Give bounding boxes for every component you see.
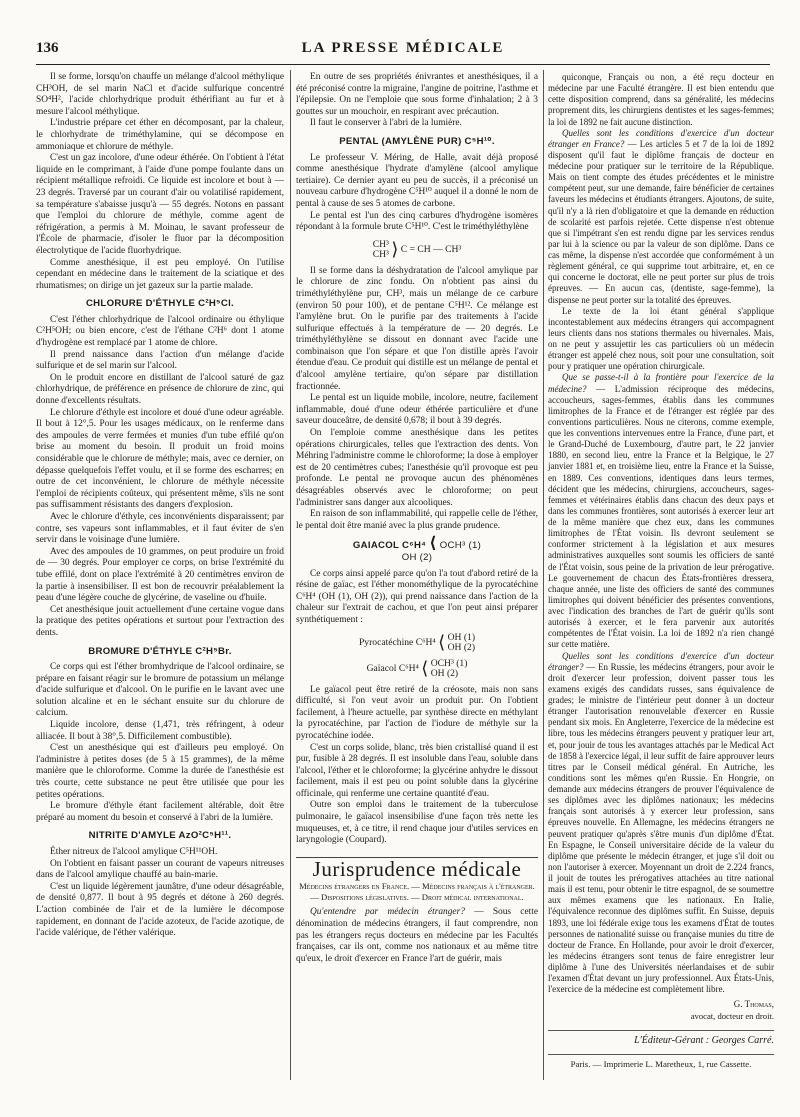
paragraph-text: — Les articles 5 et 7 de la loi de 1892 disposent qu'il faut le diplôme français de docteur en médecine pour pratiquer sur le territoire de la République. Mais on tient compte des études précédentes et le ministre compétent peut, sur une demande, faire bénéficier de certaines faveurs les médecins et étudiants étrangers. Ajoutons, de suite, qu'il n'y a là rien d'obligatoire et que la demande en réduction de scolarité est parfois rejetée. Cette dispense n'est obtenue que si l'impétrant s'en est rendu digne par les services rendus par lui à la science ou par la valeur de son diplôme. Dans ce cas même, la dispense n'est accordée que conformément à un règlement général, ce qui supprime tout arbitraire, et, en ce qui concerne le doctorat, elle ne peut porter sur plus de trois épreuves. — En aucun cas, (dentiste, sage-femme), la dispense ne peut porter sur la totalité des épreuves. (548, 138, 774, 305)
jurisprudence-title: Jurisprudence médicale (312, 856, 522, 881)
paragraph: C'est l'éther chlorhydrique de l'alcool ordinaire ou éthylique C²H⁵OH; ou bien encore, c'est de l'éthane C²H⁶ dont 1 atome d'hydrogène est remplacé par 1 atome de chlore. (36, 314, 284, 349)
paragraph: Comme anesthésique, il est peu employé. On l'utilise cependant en médecine dans le traitement de la sciatique et des rhumatismes; on dirige un jet gazeux sur la partie malade. (36, 257, 284, 291)
author-credentials: avocat, docteur en droit. (690, 1010, 774, 1021)
section-heading-pental: PENTAL (AMYLÈNE PUR) C⁵H¹⁰. (339, 135, 495, 147)
header-rule (36, 64, 770, 65)
formula-pyrocatechine: Pyrocatéchine C⁶H⁴ ⟨ OH (1) OH (2) (358, 631, 476, 653)
page-header (36, 40, 770, 58)
paragraph: Il prend naissance dans l'action d'un mélange d'acide sulfurique et de sel marin sur l'alcool. (36, 349, 284, 372)
formula-term: OH (1) (447, 631, 476, 643)
formula-term: OH (2) (447, 641, 476, 653)
formula-trimethylethylene: CH³ CH³ ⟩ C = CH — CH³ (372, 238, 462, 260)
paragraph: Le gaïacol peut être retiré de la créosote, mais non sans difficulté, si l'on veut avoir un produit pur. On l'obtient facilement, à l'heure actuelle, par synthèse directe en méthylant la pyrocatéchine, par l'action de l'iodure de méthyle sur la pyrocatéchine iodée. (296, 684, 538, 741)
author-signature: G. Thomas, (733, 999, 774, 1010)
paragraph: L'industrie prépare cet éther en décomposant, par la chaleur, le chlorhydrate de triméthylamine, qui se décompose en ammoniaque et chlorure de méthyle. (36, 118, 284, 152)
paragraph-text: — En Russie, les médecins étrangers, pour avoir le droit d'exercer leur profession, doivent passer tous les examens exigés des candidats russes, sans équivalence de grades; le ministre de l'intérieur peut donner à un docteur étranger l'autorisation renouvelable d'exercer en Russie pendant six mois. En Angleterre, l'exercice de la médecine est libre, tous les médecins étrangers peuvent y pratiquer leur art, et, pour jouir de tous les avantages attachés par le Medical Act de 1858 à l'exercice légal, il leur suffit de faire approuver leurs titres par le Conseil médical général. En Autriche, les conditions sont les mêmes qu'en Russie. En Hongrie, on demande aux médecins étrangers de prouver l'équivalence de ses diplômes avec les diplômes nationaux; les médecins français sont autorisés à y exercer leur profession, sans épreuves nouvelle. En Allemagne, les médecins étrangers ne peuvent pratiquer qu'après s'être munis d'un diplôme d'État. En Espagne, le Conseil universitaire décide de la valeur du diplôme que présente le médecin étranger, et juge s'il doit ou non l'autoriser à exercer. Moyennant un droit de 2.224 francs, il jouit de toutes les prérogatives attachées au titre national mais il est tenu, pour obtenir le titre espagnol, de se soumettre aux mêmes examens que les nationaux. En Italie, l'équivalence reconnue des diplômes suffit. En Suisse, depuis 1893, une loi fédérale exige tous les examens d'État de toutes personnes de nationalité suisse ou française munies du titre de docteur de France. En Hollande, pour avoir le droit d'exercer, les médecins étrangers sont tenus de faire enregistrer leur diplôme à l'une des Universités néerlandaises et de subir l'examen d'État devant un jury professionnel. Aux États-Unis, l'exercice de la médecine est complètement libre. (548, 661, 775, 995)
section-heading-amyl-nitrite: NITRITE D'AMYLE AzO²C⁵H¹¹. (88, 830, 232, 842)
column-divider-1 (290, 70, 291, 1080)
paragraph (548, 651, 774, 996)
paragraph: On l'obtient en faisant passer un courant de vapeurs nitreuses dans de l'alcool amylique chauffé au bain-marie. (36, 858, 284, 881)
paragraph: Avec des ampoules de 10 grammes, on peut produire un froid de — 30 degrés. Pour employer ce corps, on brise l'extrémité du tube effilé, dont on place l'extrémité à 20 centimètres environ de la partie à insensibiliser. Il est bon de recouvrir préalablement la peau d'une légère couche de glycérine, de vaseline ou d'huile. (36, 546, 284, 604)
paragraph: Le chlorure d'éthyle est incolore et doué d'une odeur agréable. Il bout à 12°,5. Pour les usages médicaux, on le renferme dans des ampoules de verre fermées et munies d'un tube effilé qu'on brise au moment du besoin. Il produit un froid moins considérable que le chlorure de méthyle; mais, avec ce dernier, on dépasse quelquefois l'effet voulu, et il se forme des escharres; en outre de cet inconvénient, le chlorure de méthyle nécessite l'emploi de récipients coûteux, qui présentent même, s'ils ne sont pas suffisamment résistants des dangers d'explosion. (36, 407, 284, 511)
paragraph: Avec le chlorure d'éthyle, ces inconvénients disparaissent; par contre, ses vapeurs sont inflammables, et il faut éviter de s'en servir dans le voisinage d'une lumière. (36, 511, 284, 546)
paragraph: quiconque, Français ou non, a été reçu docteur en médecine par une Faculté étrangère. Il est bien entendu que cette disposition comprend, dans sa généralité, les médecins proprement dits, les chirurgiens dentistes et les sages-femmes; la loi de 1892 ne fait aucune distinction. (548, 72, 774, 127)
question-lead: Quelles sont les conditions d'exercice d'un docteur étranger? (548, 650, 774, 672)
printer-line: Paris. — Imprimerie L. Maretheux, 1, rue Cassette. (548, 1054, 774, 1070)
paragraph: Le professeur V. Méring, de Halle, avait déjà proposé comme anesthésique l'hydrate d'amylène (alcool amylique tertiaire). Ce dernier ayant eu peu de succès, il a préconisé un nouveau carbure d'hydrogène C⁵H¹⁰ auquel il a donné le nom de pental à cause de ses 5 atomes de carbone. (296, 152, 538, 209)
formula-term: OH (2) (401, 551, 433, 563)
paragraph: On l'emploie comme anesthésique dans les petites opérations chirurgicales, telles que l'extraction des dents. Von Méhring l'administre comme le chloroforme; la dose à employer est de 20 centimètres cubes; l'anesthésie qu'il provoque est peu profonde. Le pental ne provoque aucun des phénomènes désagréables observés avec le chloroforme; on peut l'administrer sans danger aux alcooliques. (296, 428, 538, 508)
formula-term: CH³ (372, 248, 389, 260)
formula-term: OCH³ (1) (430, 657, 468, 669)
formula-gaiacol: Gaïacol C⁶H⁴ ⟨ OCH³ (1) OH (2) (366, 657, 468, 679)
page-number: 136 (36, 40, 59, 56)
formula-term: OCH³ (1) (439, 540, 482, 552)
column-1 (36, 72, 284, 940)
formula-term: CH³ (372, 238, 389, 250)
column-3 (548, 72, 774, 1070)
paragraph: Éther nitreux de l'alcool amylique C⁵H¹¹OH. (50, 847, 218, 857)
paragraph-text: — L'admission réciproque des médecins, accoucheurs, sages-femmes, établis dans les communes limitrophes de la France et de l'étranger est réglée par des conventions particulières. Nous ne citerons, comme exemple, que les conventions intervenues entre la France, d'une part, et le Grand-Duché de Luxembourg, d'autre part, le 22 janvier 1880, en second lieu, entre la France et la Belgique, le 27 janvier 1881 et, en troisième lieu, entre la France et la Suisse, en 1889. Ces conventions, identiques dans leurs termes, décident que les médecins, chirurgiens, accoucheurs, sages-femmes et vétérinaires établis dans chacun des deux pays et dans les communes frontières, sont autorisés à exercer leur art de la même manière que chez eux, dans les communes limitrophes de l'État voisin. Ils devront seulement se conformer strictement à la législation et aux mesures administratives auxquelles sont soumis les officiers de santé de l'État voisin, sous peine de la privation de leur prérogative. Le gouvernement de chacun des États-frontières dressera, chaque année, une liste des officiers de santé des communes limitrophes qui doivent bénéficier des présentes conventions, avec l'indication des branches de l'art de guérir qu'ils sont autorisés à exercer, et le fera parvenir aux autorités compétentes de l'État voisin. La loi de 1892 n'a rien changé sur cette matière. (548, 383, 774, 650)
paragraph: Il se forme, lorsqu'on chauffe un mélange d'alcool méthylique CH³OH, de sel marin NaCl et d'acide sulfurique concentré SO⁴H², l'acide chlorhydrique produit éthérifiant au fur et à mesure l'alcool méthylique. (36, 72, 284, 117)
paragraph: Ce corps ainsi appelé parce qu'on l'a tout d'abord retiré de la résine de gaïac, est l'éther monométhylique de la pyrocatéchine C⁶H⁴ (OH (1), OH (2)), qui prend naissance dans l'action de la chaleur sur l'extrait de cachou, et que l'on peut ainsi préparer synthétiquement : (296, 568, 538, 625)
formula-label: Gaïacol C⁶H⁴ (366, 662, 419, 674)
paragraph: En raison de son inflammabilité, qui rappelle celle de l'éther, le pental doit être manié avec la plus grande prudence. (296, 509, 538, 531)
paragraph (548, 372, 774, 650)
paragraph: C'est un liquide légèrement jaunâtre, d'une odeur désagréable, de densité 0,877. Il bout à 95 degrés et détone à 260 degrés. L'action combinée de l'air et de la lumière le décompose rapidement, en donnant de l'acide azoteux, de l'acide azotique, de l'acide valérique, de l'éther valérique. (36, 881, 284, 939)
paragraph: Ce corps qui est l'éther bromhydrique de l'alcool ordinaire, se prépare en faisant réagir sur le bromure de potassium un mélange d'acide sulfurique et d'alcool. On le purifie en le lavant avec une solution alcaline et en le séchant ensuite sur du chlorure de calcium. (36, 662, 284, 719)
section-heading-gaiacol: GAIACOL C⁶H⁴ ⟨ OCH³ (1) OH (2) (352, 535, 482, 563)
question-lead: Quelles sont les conditions d'exercice d'un docteur étranger en France? (548, 127, 774, 149)
paragraph: Le bromure d'éthyle étant facilement altérable, doit être préparé au moment du besoin et conservé à l'abri de la lumière. (36, 801, 284, 823)
paragraph: Le texte de la loi étant général s'applique incontestablement aux médecins étrangers qui accompagnent leurs clients dans nos stations thermales ou hivernales. Mais, on ne peut y assujettir les cas particuliers où un médecin étranger est appelé chez nous, soit pour une consultation, soit pour y pratiquer une opération chirurgicale. (548, 305, 774, 372)
paragraph (548, 128, 774, 306)
heading-text: GAIACOL C⁶H⁴ (352, 540, 427, 552)
publisher-line: L'Éditeur-Gérant : Georges Carré. (548, 1030, 774, 1046)
formula-term: C = CH — CH³ (400, 243, 462, 255)
question-lead: Qu'entendre par médecin étranger? (310, 907, 465, 918)
formula-term: OH (2) (430, 667, 459, 679)
paragraph: C'est un anesthésique qui est d'ailleurs peu employé. On l'administre à petites doses (de 5 à 15 grammes), de la même manière que le chloroforme. Comme la durée de l'anesthésie est très courte, cette substance ne peut être utilisée que pour les petites opérations. (36, 743, 284, 800)
paragraph-text: — Sous cette dénomination de médecins étrangers, il faut comprendre, non pas les étrangers reçus docteurs en médecine par les Facultés françaises, car ils ont, comme nos nationaux et au même titre qu'eux, le droit d'exercer en France l'art de guérir, mais (296, 907, 539, 964)
paragraph: Il se forme dans la déshydratation de l'alcool amylique par le chlorure de zinc fondu. On n'obtient pas ainsi du triméthyléthylène pur, CH³, mais un mélange de ce carbure (environ 50 pour 100), et de pentane C⁵H¹². Ce mélange est l'amylène brut. On le purifie par des traitements à l'acide sulfurique effectués à la température de — 20 degrés. Le triméthyléthylène se dissout en donnant avec l'acide une combinaison que l'on sépare et que l'on distille après l'avoir étendue d'eau. Ce produit qui distille est un mélange de pental et d'alcool amylène tertiaire, qu'on sépare par distillation fractionnée. (296, 265, 538, 392)
paragraph: Cet anesthésique jouit actuellement d'une certaine vogue dans la pratique des petites opérations et surtout pour l'extraction des dents. (36, 604, 284, 638)
section-heading-ethyl-bromide: BROMURE D'ÉTHYLE C²H⁵Br. (88, 645, 232, 657)
jurisprudence-subtitle: Médecins étrangers en France. — Médecins français à l'étranger. — Dispositions législatives. — Droit médical international. (299, 881, 535, 902)
paragraph: Outre son emploi dans le traitement de la tuberculose pulmonaire, le gaïacol insensibilise d'une façon très nette les muqueuses, et, à ce titre, il rend chaque jour d'utiles services en laryngologie (Coupard). (296, 800, 538, 846)
section-heading-ethyl-chloride: CHLORURE D'ÉTHYLE C²H⁵Cl. (85, 298, 235, 310)
paragraph: On le produit encore en distillant de l'alcool saturé de gaz chlorhydrique, de préférence en présence de chlorure de zinc, qui donne d'excellents résultats. (36, 372, 284, 407)
paragraph: Le pental est un liquide mobile, incolore, neutre, facilement inflammable, doué d'une odeur éthérée particulière et d'une saveur douceâtre, de densité 0,678; il bout à 39 degrés. (296, 393, 538, 427)
paragraph: En outre de ses propriétés énivrantes et anesthésiques, il a été préconisé contre la migraine, l'angine de poitrine, l'asthme et l'épilepsie. On ne l'emploie que sous forme d'inhalation; 2 à 3 gouttes sur un mouchoir, en respirant avec précaution. (296, 72, 538, 117)
paragraph: Il faut le conserver à l'abri de la lumière. (310, 118, 462, 129)
jurisprudence-section (296, 857, 538, 966)
paragraph: Liquide incolore, dense (1,471, très réfringent, à odeur alliacée. Il bout à 38°,5. Difficilement combustible). (36, 720, 284, 742)
question-lead: Que se passe-t-il à la frontière pour l'exercice de la médecine? (548, 372, 774, 394)
paragraph: C'est un gaz incolore, d'une odeur éthérée. On l'obtient à l'état liquide en le comprimant, à l'aide d'une pompe foulante dans un récipient métallique refroidi. Ce liquide est incolore et bout à — 23 degrés. Traversé par un courant d'air ou volatilisé rapidement, sa température s'abaisse jusqu'à — 55 degrés. Notons en passant que l'emploi du chlorure de méthyle, comme agent de réfrigération, a permis à M. Moinau, le savant professeur de l'École de pharmacie, d'isoler le fluor par la décomposition électrolytique de l'acide fluorhydrique. (36, 153, 284, 256)
formula-label: Pyrocatéchine C⁶H⁴ (358, 636, 436, 648)
paragraph: C'est un corps solide, blanc, très bien cristallisé quand il est pur, fusible à 28 degrés. Il est insoluble dans l'eau, soluble dans l'alcool, l'éther et le chloroforme; la glycérine anhydre le dissout facilement, mais il est peu ou point soluble dans la glycérine officinale, qui renferme une certaine quantité d'eau. (296, 742, 538, 799)
journal-title: LA PRESSE MÉDICALE (301, 40, 505, 56)
paragraph: Le pental est l'un des cinq carbures d'hydrogène isomères répondant à la formule brute C⁵H¹⁰. C'est le triméthyléthylène (296, 210, 538, 233)
column-2 (296, 72, 538, 971)
paragraph (296, 907, 538, 965)
column-divider-2 (543, 70, 544, 1080)
